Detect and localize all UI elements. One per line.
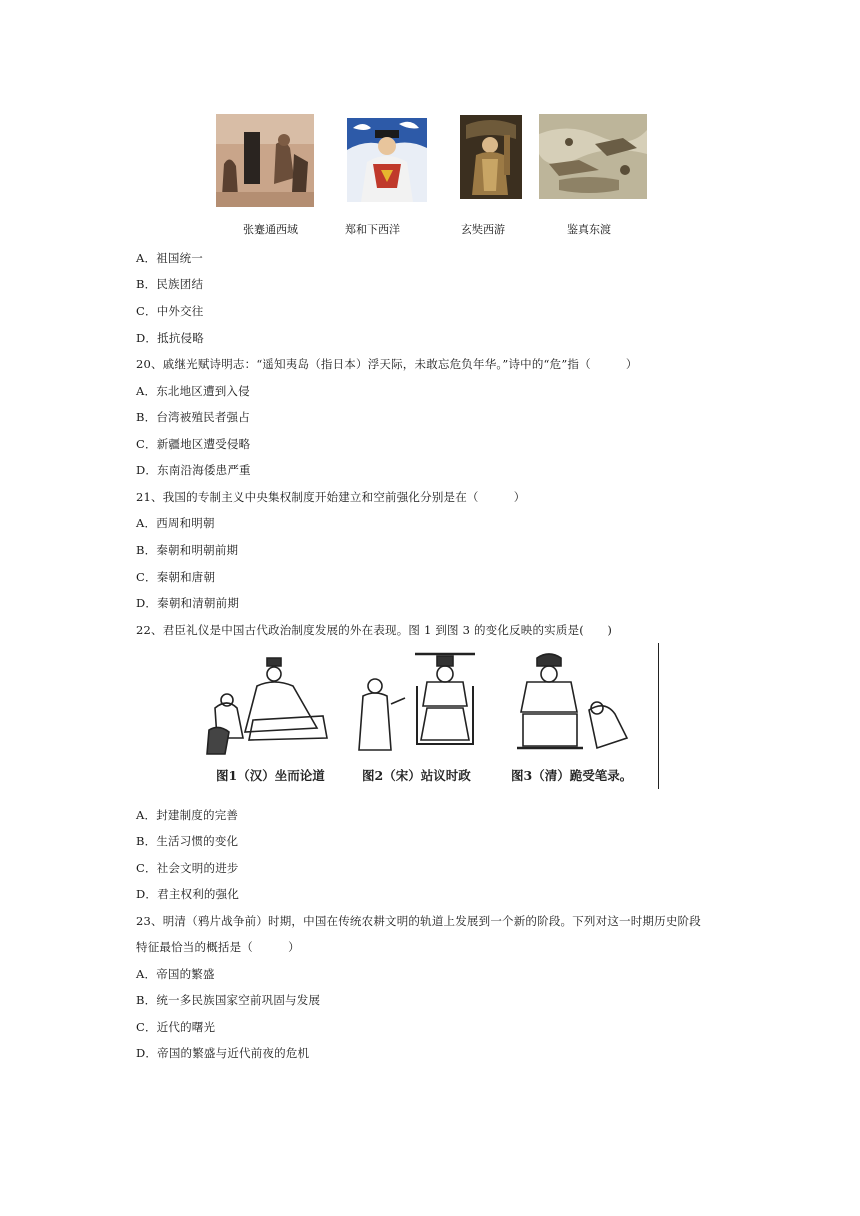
- q23-option-b: B．统一多民族国家空前巩固与发展: [136, 993, 321, 1007]
- q20-stem: 20、戚继光赋诗明志：“遥知夷岛（指日本）浮天际，未敢忘危负年华。”诗中的“危”指（ ）: [136, 357, 638, 371]
- q19-option-b: B．民族团结: [136, 277, 204, 291]
- picture-caption-zheng-he: 郑和下西洋: [345, 223, 400, 236]
- q22-option-a: A．封建制度的完善: [136, 808, 239, 822]
- q21-option-c: C．秦朝和唐朝: [136, 570, 216, 584]
- q22-option-d: D．君主权利的强化: [136, 887, 240, 901]
- q23-option-a: A．帝国的繁盛: [136, 967, 215, 981]
- figure-right-border: [658, 643, 659, 789]
- picture-caption-zhang-qian: 张蹇通西域: [243, 223, 298, 236]
- court-ritual-figure: [205, 650, 637, 762]
- q21-option-a: A．西周和明朝: [136, 516, 215, 530]
- q20-option-d: D．东南沿海倭患严重: [136, 463, 251, 477]
- q20-option-c: C．新疆地区遭受侵略: [136, 437, 251, 451]
- ritual-caption-3: 图3（清）跪受笔录。: [511, 768, 633, 783]
- q19-option-a: A．祖国统一: [136, 251, 204, 265]
- q23-option-d: D．帝国的繁盛与近代前夜的危机: [136, 1046, 310, 1060]
- q20-option-b: B．台湾被殖民者强占: [136, 410, 250, 424]
- q22-stem: 22、君臣礼仪是中国古代政治制度发展的外在表现。图 1 到图 3 的变化反映的实质是( ): [136, 623, 613, 637]
- q21-option-b: B．秦朝和明朝前期: [136, 543, 239, 557]
- ritual-caption-1: 图1（汉）坐而论道: [216, 768, 325, 783]
- jianzhen-picture: [539, 114, 647, 199]
- q23-stem-line2: 特征最恰当的概括是（ ）: [136, 940, 300, 954]
- q23-stem-line1: 23、明清（鸦片战争前）时期，中国在传统农耕文明的轨道上发展到一个新的阶段。下列对这一时期历史阶段: [136, 914, 701, 928]
- q21-option-d: D．秦朝和清朝前期: [136, 596, 240, 610]
- q19-option-c: C．中外交往: [136, 304, 204, 318]
- q20-option-a: A．东北地区遭到入侵: [136, 384, 250, 398]
- q21-stem: 21、我国的专制主义中央集权制度开始建立和空前强化分别是在（ ）: [136, 490, 526, 504]
- xuanzang-picture: [460, 115, 522, 199]
- picture-caption-jianzhen: 鉴真东渡: [567, 223, 611, 236]
- q22-option-b: B．生活习惯的变化: [136, 834, 239, 848]
- q23-option-c: C．近代的曙光: [136, 1020, 216, 1034]
- q22-option-c: C．社会文明的进步: [136, 861, 239, 875]
- zhang-qian-picture: [216, 114, 314, 207]
- q19-option-d: D．抵抗侵略: [136, 331, 204, 345]
- picture-caption-xuanzang: 玄奘西游: [461, 223, 505, 236]
- ritual-caption-2: 图2（宋）站议时政: [362, 768, 471, 783]
- zheng-he-picture: [347, 118, 427, 202]
